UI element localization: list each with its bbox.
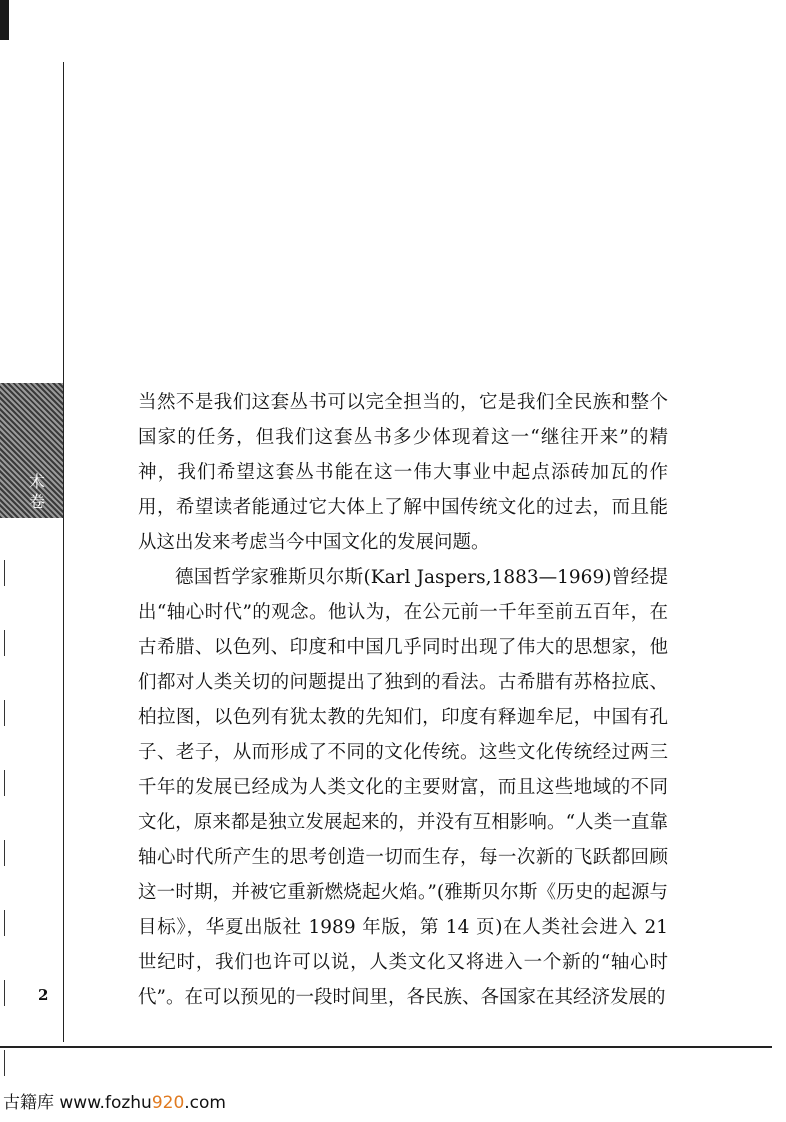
- margin-tick: [4, 980, 5, 1006]
- side-tab-label: 术卷: [28, 472, 45, 511]
- paragraph: 德国哲学家雅斯贝尔斯(Karl Jaspers,1883—1969)曾经提出“轴心时代”的观念。他认为，在公元前一千年至前五百年，在古希腊、以色列、印度和中国几乎同时出现了伟大的思想家，他们都对人类关切的问题提出了独到的看法。古希腊有苏格拉底、柏拉图，以色列有犹太教的先知们，印度有释迦牟尼，中国有孔子、老子，从而形成了不同的文化传统。这些文化传统经过两三千年的发展已经成为人类文化的主要财富，而且这些地域的不同文化，原来都是独立发展起来的，并没有互相影响。“人类一直靠轴心时代所产生的思考创造一切而生存，每一次新的飞跃都回顾这一时期，并被它重新燃烧起火焰。”(雅斯贝尔斯《历史的起源与目标》，华夏出版社 1989 年版，第 14 页)在人类社会进入 21 世纪时，我们也许可以说，人类文化又将进入一个新的“轴心时代”。在可以预见的一段时间里，各民族、各国家在其经济发展的: [138, 567, 668, 1008]
- margin-tick: [4, 700, 5, 726]
- margin-tick: [4, 1050, 5, 1076]
- margin-rule: [63, 62, 64, 1042]
- body-text: [138, 385, 668, 1015]
- watermark-url-number: 920: [151, 1093, 185, 1113]
- margin-tick: [4, 630, 5, 656]
- page-number: 2: [38, 986, 49, 1004]
- watermark-url-prefix: www.fozhu: [59, 1093, 152, 1113]
- corner-mark: [0, 0, 9, 40]
- watermark-brand: 古籍库: [3, 1093, 54, 1113]
- margin-tick: [4, 910, 5, 936]
- bottom-rule: [0, 1046, 772, 1048]
- margin-tick: [4, 560, 5, 586]
- watermark-url-suffix: .com: [184, 1093, 226, 1113]
- margin-tick: [4, 770, 5, 796]
- watermark: [3, 1088, 226, 1113]
- margin-tick: [4, 840, 5, 866]
- paragraph: 当然不是我们这套丛书可以完全担当的，它是我们全民族和整个国家的任务，但我们这套丛书多少体现着这一“继往开来”的精神，我们希望这套丛书能在这一伟大事业中起点添砖加瓦的作用，希望读者能通过它大体上了解中国传统文化的过去，而且能从这出发来考虑当今中国文化的发展问题。: [138, 392, 668, 553]
